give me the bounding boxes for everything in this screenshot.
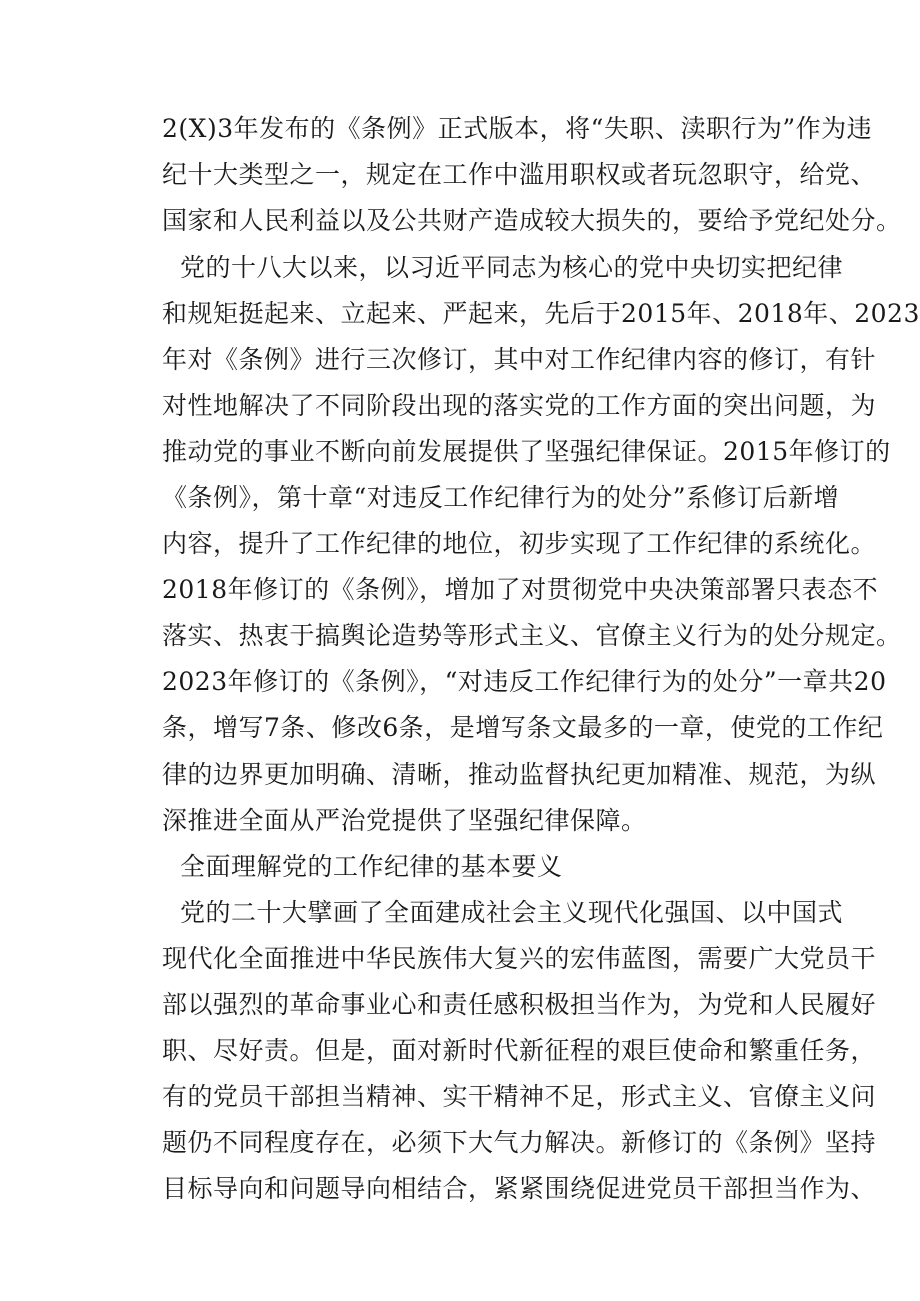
text-line: 目标导向和问题导向相结合，紧紧围绕促进党员干部担当作为、	[162, 1174, 877, 1203]
text-line: 2023年修订的《条例》，“对违反工作纪律行为的处分”一章共20	[162, 667, 887, 696]
text-line: 和规矩挺起来、立起来、严起来，先后于2015年、2018年、2023	[162, 299, 920, 328]
text-line: 国家和人民利益以及公共财产造成较大损失的，要给予党纪处分。	[162, 206, 902, 235]
text-line: 年对《条例》进行三次修订，其中对工作纪律内容的修订，有针	[162, 345, 877, 374]
text-line: 2018年修订的《条例》，增加了对贯彻党中央决策部署只表态不	[162, 575, 879, 604]
text-line: 对性地解决了不同阶段出现的落实党的工作方面的突出问题，为	[162, 391, 877, 420]
text-line: 条，增写7条、修改6条，是增写条文最多的一章，使党的工作纪	[162, 713, 884, 742]
paragraph-start-line: 党的十八大以来，以习近平同志为核心的党中央切实把纪律	[180, 253, 844, 282]
text-line: 部以强烈的革命事业心和责任感积极担当作为，为党和人民履好	[162, 990, 877, 1019]
text-line: 题仍不同程度存在，必须下大气力解决。新修订的《条例》坚持	[162, 1128, 877, 1157]
text-line: 律的边界更加明确、清晰，推动监督执纪更加精准、规范，为纵	[162, 760, 877, 789]
text-line: 内容，提升了工作纪律的地位，初步实现了工作纪律的系统化。	[162, 529, 877, 558]
text-line: 纪十大类型之一，规定在工作中滥用职权或者玩忽职守，给党、	[162, 160, 877, 189]
text-line: 2(X)3年发布的《条例》正式版本，将“失职、渎职行为”作为违	[162, 114, 873, 143]
text-line: 现代化全面推进中华民族伟大复兴的宏伟蓝图，需要广大党员干	[162, 944, 877, 973]
text-line: 有的党员干部担当精神、实干精神不足，形式主义、官僚主义问	[162, 1082, 877, 1111]
text-line: 落实、热衷于搞舆论造势等形式主义、官僚主义行为的处分规定。	[162, 621, 902, 650]
text-line: 职、尽好责。但是，面对新时代新征程的艰巨使命和繁重任务，	[162, 1036, 877, 1065]
paragraph-start-line: 党的二十大擘画了全面建成社会主义现代化强国、以中国式	[180, 898, 844, 927]
section-heading: 全面理解党的工作纪律的基本要义	[180, 852, 563, 881]
text-line: 推动党的事业不断向前发展提供了坚强纪律保证。2015年修订的	[162, 437, 891, 466]
text-line: 《条例》，第十章“对违反工作纪律行为的处分”系修订后新增	[162, 483, 840, 512]
text-line: 深推进全面从严治党提供了坚强纪律保障。	[162, 806, 647, 835]
